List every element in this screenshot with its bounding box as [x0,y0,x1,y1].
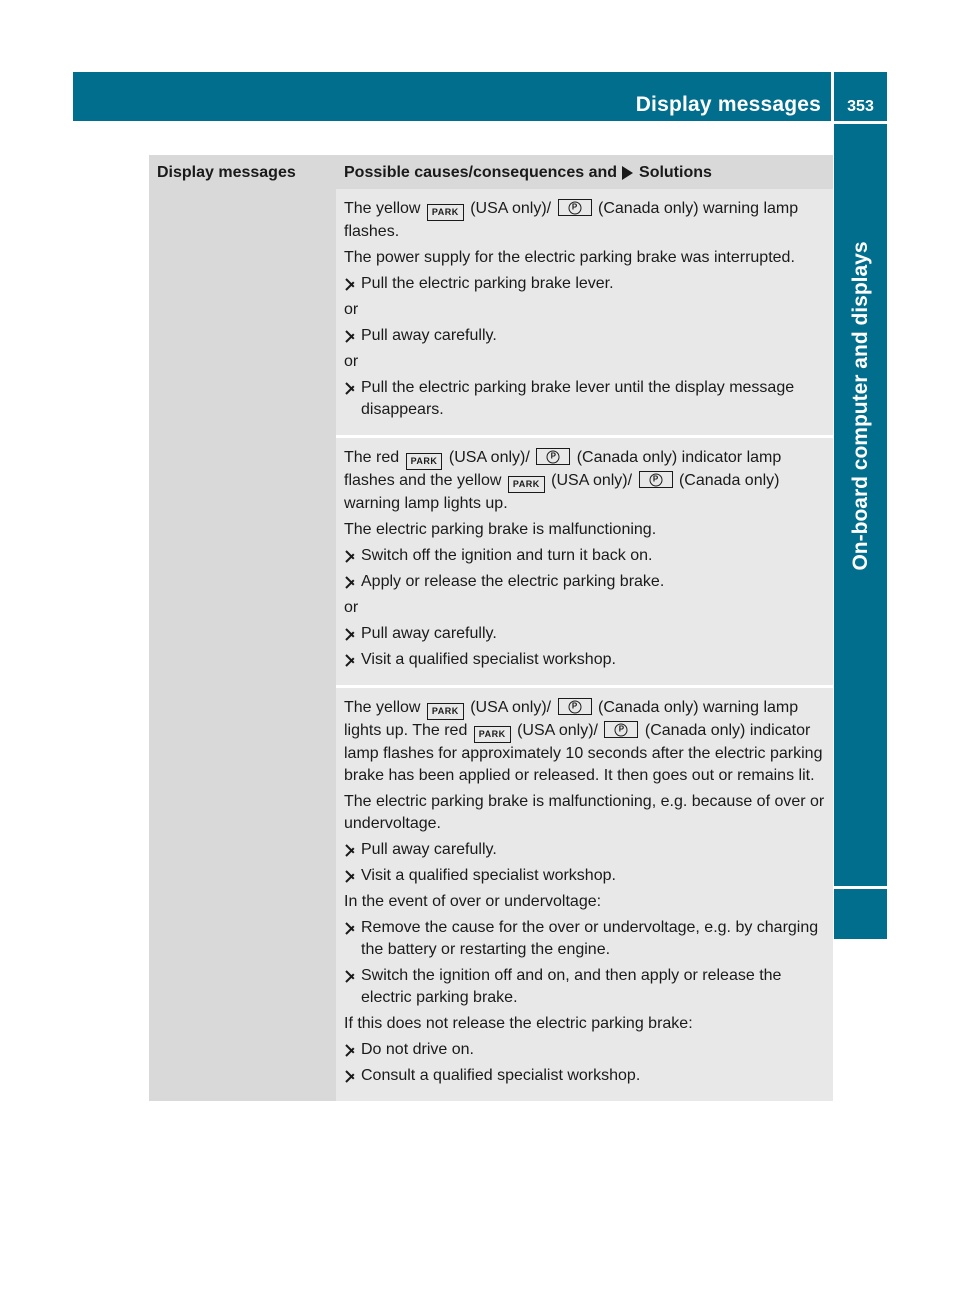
solutions-column [336,189,833,1101]
table-body [149,189,833,1101]
column-header-display-messages: Display messages [157,164,296,181]
step-arrow-icon [346,382,355,394]
step-arrow-icon [346,922,355,934]
page-title: Display messages [635,93,821,116]
solution-step [344,839,827,861]
parking-brake-circle-icon: P [558,698,592,715]
side-chapter-label: On-board computer and displays [849,241,872,571]
solution-step [344,1039,827,1061]
solution-step-text: Pull the electric parking brake lever. [361,275,614,292]
step-arrow-icon [346,970,355,982]
solution-step-text: Do not drive on. [361,1041,474,1058]
step-arrow-icon [346,576,355,588]
step-arrow-icon [346,1044,355,1056]
condition-text: If this does not release the electric parking brake: [344,1015,693,1032]
side-chapter-marker [834,889,887,939]
solution-step [344,377,827,421]
message-row [336,438,833,688]
step-arrow-icon [346,654,355,666]
solution-step-text: Pull the electric parking brake lever until the display message disappears. [361,379,795,418]
step-arrow-icon [346,1070,355,1082]
display-message-cell [149,189,336,1101]
parking-brake-circle-icon: P [536,448,570,465]
parking-brake-circle-icon: P [558,199,592,216]
park-brake-icon: PARK [474,726,511,743]
solution-step [344,571,827,593]
solution-step [344,649,827,671]
message-row [336,189,833,438]
solution-step-text: Pull away carefully. [361,625,497,642]
or-separator: or [344,353,359,370]
solution-step [344,865,827,887]
park-brake-icon: PARK [406,453,443,470]
park-brake-icon: PARK [427,204,464,221]
page-header-bar [73,72,831,121]
solution-step-text: Remove the cause for the over or undervoltage, e.g. by charging the battery or restarting the engine. [361,919,819,958]
solution-step-text: Pull away carefully. [361,327,497,344]
cause-text: The yellow PARK (USA only)/ P (Canada only) warning lamp flashes. [344,200,799,240]
or-separator: or [344,301,359,318]
solution-step-text: Apply or release the electric parking brake. [361,573,665,590]
or-separator: or [344,599,359,616]
table-header [149,155,833,189]
cause-text: The electric parking brake is malfunctioning, e.g. because of over or undervoltage. [344,793,825,832]
cause-text: The yellow PARK (USA only)/ P (Canada only) warning lamp lights up. The red PARK (USA only)/ P (Canada only) indicator lamp flashes for approximately 10 seconds after the electric parking brake has been applied or released. It then goes out or remains lit. [344,699,823,784]
park-brake-icon: PARK [427,703,464,720]
parking-brake-circle-icon: P [639,471,673,488]
solution-step [344,965,827,1009]
solution-step [344,273,827,295]
solution-step [344,623,827,645]
cause-text: The electric parking brake is malfunctioning. [344,521,657,538]
cause-text: The red PARK (USA only)/ P (Canada only) indicator lamp flashes and the yellow PARK (USA only)/ P (Canada only) warning lamp lights up. [344,449,782,512]
park-brake-icon: PARK [508,476,545,493]
solution-step-text: Switch off the ignition and turn it back on. [361,547,653,564]
arrow-right-icon [622,166,633,180]
solution-step-text: Switch the ignition off and on, and then apply or release the electric parking brake. [361,967,782,1006]
page-number-box [834,72,887,121]
column-header-causes: Possible causes/consequences and [344,164,618,181]
solution-step [344,325,827,347]
solution-step-text: Pull away carefully. [361,841,497,858]
solution-step-text: Visit a qualified specialist workshop. [361,651,616,668]
solution-step [344,917,827,961]
step-arrow-icon [346,330,355,342]
solution-step [344,1065,827,1087]
condition-text: In the event of over or undervoltage: [344,893,602,910]
column-header-solutions: Solutions [639,164,712,181]
message-row [336,688,833,1101]
step-arrow-icon [346,628,355,640]
solution-step-text: Visit a qualified specialist workshop. [361,867,616,884]
solution-step-text: Consult a qualified specialist workshop. [361,1067,641,1084]
cause-text: The power supply for the electric parking brake was interrupted. [344,249,795,266]
parking-brake-circle-icon: P [604,721,638,738]
solution-step [344,545,827,567]
step-arrow-icon [346,550,355,562]
display-messages-table [149,155,833,1101]
step-arrow-icon [346,844,355,856]
column-header-causes-solutions [336,155,833,189]
step-arrow-icon [346,870,355,882]
page-number: 353 [847,98,874,115]
step-arrow-icon [346,278,355,290]
